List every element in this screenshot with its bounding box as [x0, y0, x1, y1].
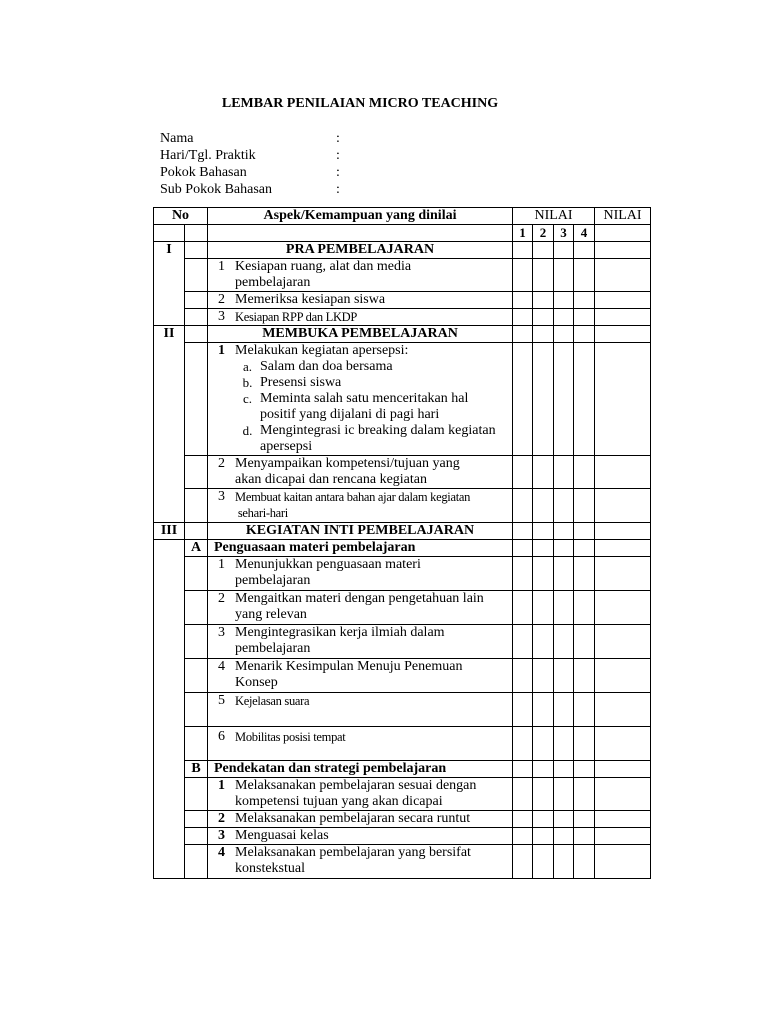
- score-cell[interactable]: [554, 727, 574, 761]
- score-cell[interactable]: [533, 625, 554, 659]
- identity-label: Nama: [160, 131, 194, 146]
- criterion-text: sehari-hari: [237, 506, 288, 520]
- sub-item-letter: b.: [242, 375, 253, 390]
- score-cell[interactable]: [513, 811, 533, 828]
- score-cell[interactable]: [533, 489, 554, 523]
- score-cell[interactable]: [513, 489, 533, 523]
- score-cell[interactable]: [554, 292, 574, 309]
- score-cell[interactable]: [554, 591, 574, 625]
- score-cell[interactable]: [533, 845, 554, 879]
- criterion-number: 2: [218, 456, 225, 471]
- sub-item: [235, 423, 512, 455]
- criterion-text: Melaksanakan pembelajaran yang bersifat: [235, 845, 471, 860]
- score-cell[interactable]: [554, 693, 574, 727]
- criterion-text: Menunjukkan penguasaan materi: [235, 557, 421, 572]
- header-nilai: NILAI: [513, 208, 595, 225]
- criterion-number: 2: [218, 292, 225, 307]
- section-number: III: [154, 523, 185, 540]
- identity-colon: :: [336, 131, 340, 146]
- score-cell[interactable]: [513, 259, 533, 292]
- subsection-title: Penguasaan materi pembelajaran: [214, 540, 416, 555]
- section-title: MEMBUKA PEMBELAJARAN: [208, 326, 513, 343]
- score-cell[interactable]: [513, 659, 533, 693]
- criterion-text: Kejelasan suara: [235, 694, 310, 708]
- score-cell[interactable]: [533, 309, 554, 326]
- score-cell[interactable]: [554, 456, 574, 489]
- criterion-text: pembelajaran: [235, 275, 311, 290]
- criterion-row: [208, 727, 513, 761]
- score-cell[interactable]: [574, 828, 595, 845]
- criterion-text: Mobilitas posisi tempat: [235, 730, 346, 744]
- criterion-number: 3: [218, 489, 225, 504]
- score-cell[interactable]: [513, 292, 533, 309]
- score-cell[interactable]: [574, 557, 595, 591]
- criterion-text: yang relevan: [235, 607, 307, 622]
- section-title: KEGIATAN INTI PEMBELAJARAN: [208, 523, 513, 540]
- total-cell[interactable]: [595, 343, 651, 456]
- score-cell[interactable]: [533, 591, 554, 625]
- score-cell[interactable]: [533, 693, 554, 727]
- score-cell[interactable]: [533, 828, 554, 845]
- score-cell[interactable]: [513, 693, 533, 727]
- score-cell[interactable]: [513, 625, 533, 659]
- criterion-text: Mengaitkan materi dengan pengetahuan lain: [235, 591, 484, 606]
- subsection-title: Pendekatan dan strategi pembelajaran: [214, 761, 447, 776]
- score-cell[interactable]: [574, 309, 595, 326]
- score-cell[interactable]: [574, 259, 595, 292]
- criterion-number: 6: [218, 729, 225, 744]
- criterion-number: 1: [218, 343, 225, 358]
- criterion-number: 2: [218, 811, 225, 826]
- criterion-number: 2: [218, 591, 225, 606]
- criterion-text: Melaksanakan pembelajaran secara runtut: [235, 811, 471, 826]
- sub-item-letter: d.: [242, 423, 253, 438]
- score-cell[interactable]: [554, 309, 574, 326]
- identity-row-hari: [160, 147, 340, 164]
- criterion-row: [208, 309, 513, 326]
- identity-label: Sub Pokok Bahasan: [160, 182, 272, 197]
- total-cell[interactable]: [595, 778, 651, 811]
- score-cell[interactable]: [574, 489, 595, 523]
- score-cell[interactable]: [554, 557, 574, 591]
- criterion-text: Mengintegrasikan kerja ilmiah dalam: [235, 625, 445, 640]
- criterion-row: [208, 693, 513, 727]
- criterion-text: pembelajaran: [235, 573, 311, 588]
- criterion-text: Menarik Kesimpulan Menuju Penemuan: [235, 659, 463, 674]
- sub-item: [235, 375, 512, 391]
- identity-label: Hari/Tgl. Praktik: [160, 148, 256, 163]
- criterion-text: Kesiapan ruang, alat dan media: [235, 259, 412, 274]
- criterion-row: [208, 828, 513, 845]
- total-cell[interactable]: [595, 259, 651, 292]
- criterion-row: [208, 292, 513, 309]
- total-cell[interactable]: [595, 456, 651, 489]
- score-cell[interactable]: [513, 845, 533, 879]
- identity-colon: :: [336, 165, 340, 180]
- identity-row-sub-pokok: [160, 181, 340, 198]
- criterion-row: [208, 557, 513, 591]
- criterion-number: 1: [218, 557, 225, 572]
- criterion-text: kompetensi tujuan yang akan dicapai: [235, 794, 443, 809]
- identity-colon: :: [336, 148, 340, 163]
- subsection-letter: B: [185, 761, 208, 778]
- score-cell[interactable]: [554, 343, 574, 456]
- sub-item: [235, 391, 512, 423]
- sub-item-letter: a.: [242, 359, 253, 374]
- score-cell[interactable]: [554, 259, 574, 292]
- score-cell[interactable]: [533, 778, 554, 811]
- identity-label: Pokok Bahasan: [160, 165, 247, 180]
- form-title: LEMBAR PENILAIAN MICRO TEACHING: [221, 96, 499, 111]
- criterion-row: [208, 456, 513, 489]
- identity-row-pokok: [160, 164, 340, 181]
- criterion-text: Membuat kaitan antara bahan ajar dalam kegiatan: [235, 490, 471, 504]
- score-cell[interactable]: [554, 828, 574, 845]
- section-number: II: [154, 326, 185, 523]
- score-cell[interactable]: [574, 292, 595, 309]
- header-no: No: [154, 208, 208, 225]
- criterion-number: 4: [218, 845, 225, 860]
- criterion-row: [208, 489, 513, 523]
- total-cell[interactable]: [595, 292, 651, 309]
- criterion-number: 4: [218, 659, 225, 674]
- assessment-table: [153, 207, 651, 879]
- criterion-number: 3: [218, 828, 225, 843]
- criterion-row: [208, 591, 513, 625]
- score-4-header: 4: [574, 225, 595, 242]
- score-cell[interactable]: [533, 727, 554, 761]
- score-cell[interactable]: [513, 828, 533, 845]
- score-1-header: 1: [513, 225, 533, 242]
- score-cell[interactable]: [513, 456, 533, 489]
- score-cell[interactable]: [574, 456, 595, 489]
- header-nilai-total: NILAI: [595, 208, 651, 225]
- score-cell[interactable]: [513, 309, 533, 326]
- criterion-text: Konsep: [235, 675, 278, 690]
- identity-colon: :: [336, 182, 340, 197]
- score-cell[interactable]: [554, 659, 574, 693]
- score-cell[interactable]: [574, 778, 595, 811]
- criterion-text: Menguasai kelas: [235, 828, 329, 843]
- total-cell[interactable]: [595, 625, 651, 659]
- criterion-text: Menyampaikan kompetensi/tujuan yang: [235, 456, 460, 471]
- score-cell[interactable]: [554, 845, 574, 879]
- score-cell[interactable]: [513, 343, 533, 456]
- subsection-title-cell: [208, 540, 513, 557]
- score-cell[interactable]: [574, 845, 595, 879]
- criterion-number: 1: [218, 778, 225, 793]
- total-cell[interactable]: [595, 659, 651, 693]
- criterion-row: [208, 778, 513, 811]
- score-cell[interactable]: [533, 557, 554, 591]
- total-cell[interactable]: [595, 727, 651, 761]
- sub-item-text: Meminta salah satu menceritakan hal: [260, 391, 469, 406]
- subsection-letter: A: [185, 540, 208, 557]
- criterion-number: 3: [218, 625, 225, 640]
- score-cell[interactable]: [533, 811, 554, 828]
- score-cell[interactable]: [574, 591, 595, 625]
- criterion-text: Melakukan kegiatan apersepsi:: [235, 343, 409, 358]
- score-cell[interactable]: [554, 778, 574, 811]
- sub-item-text: Mengintegrasi ic breaking dalam kegiatan: [260, 423, 496, 438]
- total-cell[interactable]: [595, 591, 651, 625]
- score-3-header: 3: [554, 225, 574, 242]
- score-cell[interactable]: [513, 778, 533, 811]
- section-number: I: [154, 242, 185, 326]
- identity-block: [160, 130, 340, 198]
- score-cell[interactable]: [513, 591, 533, 625]
- score-cell[interactable]: [513, 557, 533, 591]
- criterion-number: 3: [218, 309, 225, 324]
- sub-item-letter: c.: [242, 391, 253, 406]
- criterion-row: [208, 259, 513, 292]
- score-cell[interactable]: [533, 292, 554, 309]
- score-cell[interactable]: [574, 625, 595, 659]
- header-aspek: Aspek/Kemampuan yang dinilai: [208, 208, 513, 225]
- criterion-row: [208, 343, 513, 456]
- section-title: PRA PEMBELAJARAN: [208, 242, 513, 259]
- score-cell[interactable]: [513, 727, 533, 761]
- score-cell[interactable]: [574, 693, 595, 727]
- identity-row-nama: [160, 130, 340, 147]
- total-cell[interactable]: [595, 309, 651, 326]
- criterion-text: konstekstual: [235, 861, 305, 876]
- total-cell[interactable]: [595, 557, 651, 591]
- sub-item-text: positif yang dijalani di pagi hari: [260, 407, 440, 422]
- score-cell[interactable]: [574, 659, 595, 693]
- total-cell[interactable]: [595, 828, 651, 845]
- score-cell[interactable]: [533, 343, 554, 456]
- score-cell[interactable]: [554, 625, 574, 659]
- sub-item-text: Presensi siswa: [260, 375, 342, 390]
- criterion-row: [208, 659, 513, 693]
- score-cell[interactable]: [574, 727, 595, 761]
- criterion-text: pembelajaran: [235, 641, 311, 656]
- criterion-row: [208, 845, 513, 879]
- total-cell[interactable]: [595, 811, 651, 828]
- criterion-text: Memeriksa kesiapan siswa: [235, 292, 386, 307]
- criterion-row: [208, 811, 513, 828]
- score-cell[interactable]: [533, 259, 554, 292]
- sub-item-text: Salam dan doa bersama: [260, 359, 393, 374]
- score-cell[interactable]: [533, 659, 554, 693]
- score-cell[interactable]: [574, 811, 595, 828]
- sub-item-text: apersepsi: [260, 439, 313, 454]
- total-cell[interactable]: [595, 845, 651, 879]
- criterion-text: akan dicapai dan rencana kegiatan: [235, 472, 428, 487]
- criterion-number: 1: [218, 259, 225, 274]
- total-cell[interactable]: [595, 693, 651, 727]
- criterion-text: Kesiapan RPP dan LKDP: [235, 310, 358, 324]
- score-cell[interactable]: [533, 456, 554, 489]
- sub-item: [235, 359, 512, 375]
- criterion-text: Melaksanakan pembelajaran sesuai dengan: [235, 778, 477, 793]
- subsection-title-cell: [208, 761, 513, 778]
- total-cell[interactable]: [595, 489, 651, 523]
- criterion-number: 5: [218, 693, 225, 708]
- score-cell[interactable]: [554, 489, 574, 523]
- score-cell[interactable]: [574, 343, 595, 456]
- score-2-header: 2: [533, 225, 554, 242]
- criterion-row: [208, 625, 513, 659]
- score-cell[interactable]: [554, 811, 574, 828]
